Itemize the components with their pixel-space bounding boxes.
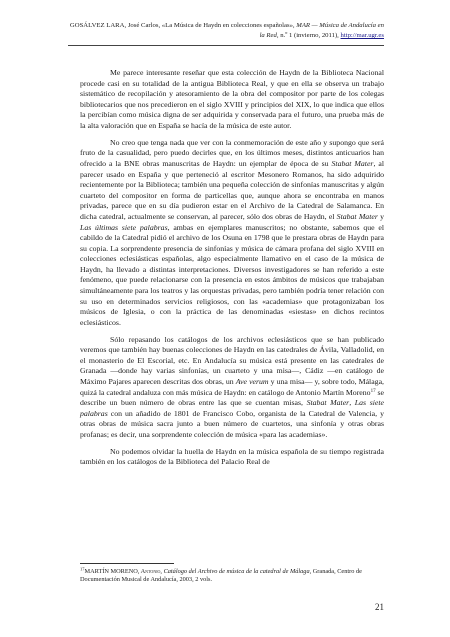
header-citation: GOSÁLVEZ LARA, José Carlos, «La Música de Haydn en colecciones españolas», xyxy=(69,22,297,29)
body-text xyxy=(80,68,384,474)
text-run: y xyxy=(377,211,384,221)
body-paragraph xyxy=(80,138,384,329)
text-run: , xyxy=(349,398,355,408)
text-run: con un añadido de 1801 de Francisco Cobo, organista de la Catedral de Valencia, y otras obras de música sacra junto a buen número de cuartetos, una sinfonía y otras obras profanas; es decir, una sorprendente colección de música «para las academias». xyxy=(80,408,384,439)
footnote-reference: 17 xyxy=(370,388,376,394)
header-journal: MAR — Música de Andalucía en la Red xyxy=(259,22,384,39)
italic-title: Las últimas siete palabras xyxy=(80,222,168,232)
footnote xyxy=(80,568,384,585)
footnote-title: Catálogo del Archivo de música de la catedral de Málaga xyxy=(163,568,310,575)
footnote-publication: , Granada, Centro de Documentación Musical de Andalucía, 2003, 2 vols. xyxy=(80,568,362,584)
footnote-author: MARTÍN MORENO, Antonio, xyxy=(84,568,164,575)
text-run: , ambas en ejemplares manuscritos; no obstante, sabemos que el cabildo de la Catedral pidió el archivo de los Osuna en 1798 que le prestara obras de Haydn para su copia. La sorprendente presencia de sinfonías y música de cámara profana del siglo XVIII en colecciones eclesiásticas españolas, algo especialmente llamativo en el caso de la música de Haydn, ha llevado a distintas interpretaciones. Diversos investigadores se han referido a este fenómeno, que puede relacionarse con la presencia en estos ámbitos de músicos que trabajaban simultáneamente para los teatros y las orquestas privadas, pero también podría tener relación con su uso en determinados servicios religiosos, con las «academias» que protagonizaban los músicos de Iglesia, o con la práctica de las denominadas «siestas» en dichos recintos eclesiásticos. xyxy=(80,222,384,327)
italic-title: Las siete palabras xyxy=(80,398,384,418)
body-paragraph xyxy=(80,335,384,441)
header-url-link[interactable]: http://mar.ugr.es xyxy=(340,32,384,39)
text-run: Me parece interesante reseñar que esta colección de Haydn de la Biblioteca Nacional procede casi en su totalidad de la antigua Biblioteca Real, y que en ella se observa un trabajo sistemático de recopilación y atesoramiento de la obra del compositor por parte de los colegas bibliotecarios que nos precedieron en el siglo XVIII y principios del XIX, lo que indica que ellos la percibían como música digna de ser adquirida y conservada para el futuro, una prueba más de la alta valoración que en España se hacía de la música de este autor. xyxy=(80,68,384,130)
text-run: Sólo repasando los catálogos de los archivos eclesiásticos que se han publicado veremos que también hay buenas colecciones de Haydn en las catedrales de Ávila, Valladolid, en el monasterio de El Escorial, etc. En Andalucía su música está presente en las catedrales de Granada —donde hay varias sinfonías, un cuarteto y una misa—, Cádiz —en catálogo de Máximo Pajares aparecen descritas dos obras, un xyxy=(80,334,384,386)
footnote-rule xyxy=(80,563,174,564)
italic-title: Stabat Mater xyxy=(306,398,350,408)
running-header xyxy=(68,21,384,41)
body-paragraph xyxy=(80,68,384,132)
italic-title: Stabat Mater xyxy=(331,158,374,168)
body-paragraph xyxy=(80,447,384,468)
text-run: se describe un buen número de obras entre las que se cuentan misas, xyxy=(80,387,385,408)
text-run: No podemos olvidar la huella de Haydn en la música española de su tiempo registrada también en los catálogos de la Biblioteca del Palacio Real de xyxy=(80,446,384,467)
italic-title: Stabat Mater xyxy=(336,211,378,221)
header-rule xyxy=(68,45,384,46)
text-run: , al parecer usado en España y que perteneció al escritor Mesonero Romanos, ha sido adquirido recientemente por la Biblioteca; también una pequeña colección de sinfonías manuscritas y algún cuarteto del compositor en forma de particellas que, aunque ahora se encontraba en manos privadas, parece que en su día pudieron estar en el Archivo de la Catedral de Salamanca. En dicha catedral, actualmente se conservan, al parecer, sólo dos obras de Haydn, el xyxy=(80,158,384,221)
header-issue: , n.º 1 (invierno, 2011), xyxy=(276,32,341,39)
page-number: 21 xyxy=(375,602,384,612)
text-run: y una misa— y, sobre todo, Málaga, quizá la catedral andaluza con más música de Haydn: en catálogo de Antonio Martín Moreno xyxy=(80,377,384,397)
footnote-number: 17 xyxy=(80,566,85,572)
italic-title: Ave verum xyxy=(235,377,269,386)
text-run: No creo que tenga nada que ver con la conmemoración de este año y supongo que será fruto de la casualidad, pero puedo decirles que, en los últimos meses, distintos anticuarios han ofrecido a la BNE obras manuscritas de Haydn: un ejemplar de época de su xyxy=(80,137,384,168)
